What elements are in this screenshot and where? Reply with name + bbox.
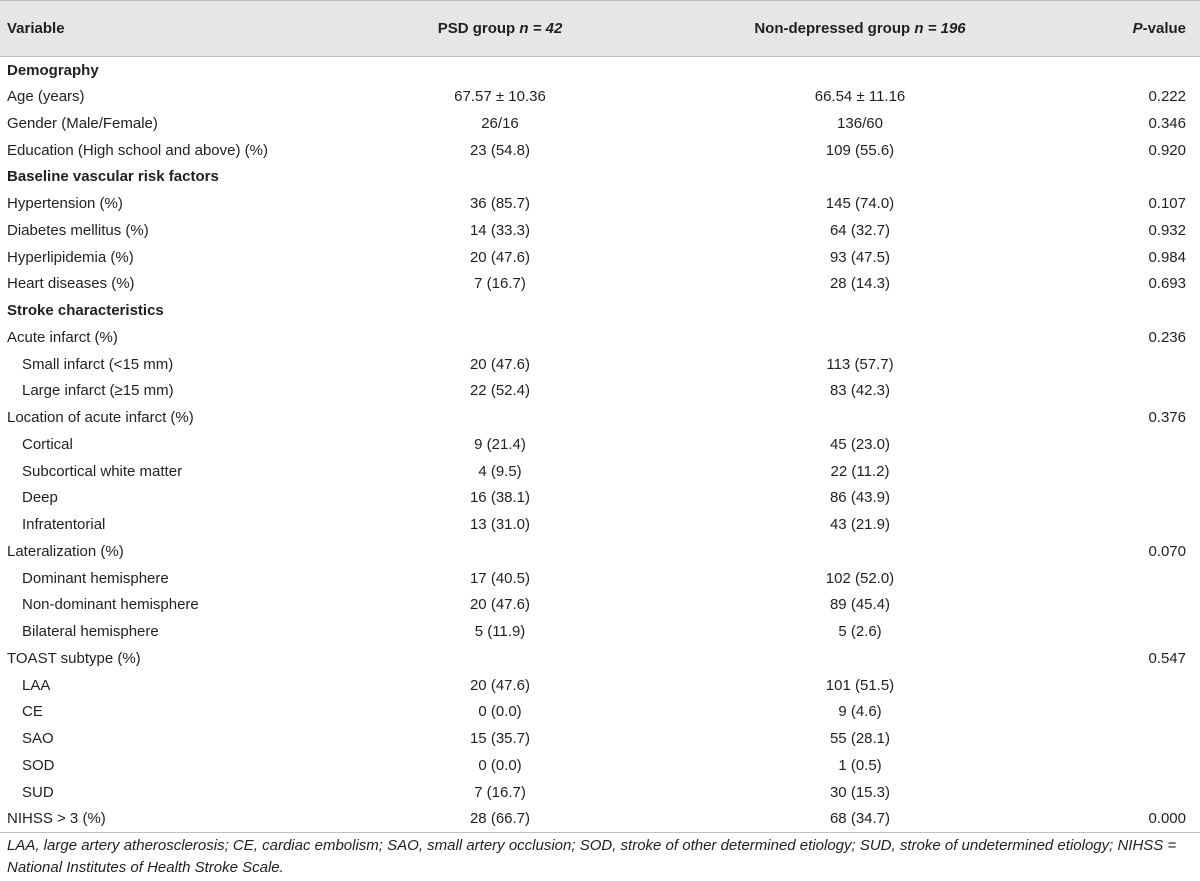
header-psd-label: PSD group xyxy=(437,20,516,37)
non-depressed-value: 93 (47.5) xyxy=(829,248,891,266)
table-header xyxy=(0,1,1200,57)
p-value: 0.920 xyxy=(1148,141,1186,159)
row-label: Hyperlipidemia (%) xyxy=(7,248,134,266)
non-depressed-value: 28 (14.3) xyxy=(829,275,891,293)
p-value xyxy=(1100,592,1200,619)
table-row xyxy=(0,618,1200,645)
non-depressed-value: 113 (57.7) xyxy=(826,355,894,373)
non-depressed-value: 30 (15.3) xyxy=(829,783,891,801)
row-label: Lateralization (%) xyxy=(7,542,124,560)
table-row xyxy=(0,752,1200,779)
section-row xyxy=(0,164,1200,191)
psd-value xyxy=(380,324,620,351)
non-depressed-value: 68 (34.7) xyxy=(620,806,1100,833)
psd-value: 20 (47.6) xyxy=(469,248,531,266)
table-row xyxy=(0,485,1200,512)
table-row xyxy=(0,271,1200,298)
table-row xyxy=(0,404,1200,431)
p-value xyxy=(1100,351,1200,378)
section-heading: Stroke characteristics xyxy=(7,302,164,320)
table-row xyxy=(0,725,1200,752)
p-value xyxy=(1100,779,1200,806)
row-label: Subcortical white matter xyxy=(22,462,183,480)
non-depressed-value xyxy=(620,404,1100,431)
row-label: SAO xyxy=(22,730,54,748)
header-non-depressed-group xyxy=(620,1,1100,57)
p-value: 0.070 xyxy=(1148,542,1186,560)
table-row xyxy=(0,699,1200,726)
psd-value: 13 (31.0) xyxy=(469,516,531,534)
row-label: TOAST subtype (%) xyxy=(7,649,141,667)
p-value: 0.236 xyxy=(1148,328,1186,346)
p-value: 0.693 xyxy=(1148,275,1186,293)
psd-value: 20 (47.6) xyxy=(469,676,531,694)
psd-value: 28 (66.7) xyxy=(380,806,620,833)
p-value xyxy=(1100,431,1200,458)
psd-value xyxy=(380,57,620,84)
p-value xyxy=(1100,378,1200,405)
non-depressed-value xyxy=(620,324,1100,351)
row-label: CE xyxy=(22,703,43,721)
non-depressed-value: 43 (21.9) xyxy=(829,516,891,534)
table-row xyxy=(0,351,1200,378)
non-depressed-value: 145 (74.0) xyxy=(825,195,895,213)
section-heading: Baseline vascular risk factors xyxy=(7,168,219,186)
p-value xyxy=(1100,485,1200,512)
psd-value: 7 (16.7) xyxy=(474,275,526,293)
psd-value: 7 (16.7) xyxy=(474,783,526,801)
p-value: 0.376 xyxy=(1148,409,1186,427)
row-label: Dominant hemisphere xyxy=(22,569,169,587)
row-label: Gender (Male/Female) xyxy=(7,114,158,132)
p-value xyxy=(1100,297,1200,324)
non-depressed-value: 86 (43.9) xyxy=(829,489,891,507)
psd-value xyxy=(380,404,620,431)
non-depressed-value xyxy=(620,538,1100,565)
table-row xyxy=(0,137,1200,164)
psd-value: 67.57 ± 10.36 xyxy=(454,88,546,106)
p-value: 0.932 xyxy=(1148,221,1186,239)
table-row xyxy=(0,378,1200,405)
header-p-italic: P xyxy=(1132,20,1143,37)
psd-value: 22 (52.4) xyxy=(469,382,531,400)
p-value: 0.984 xyxy=(1148,248,1186,266)
section-row xyxy=(0,57,1200,84)
table-row xyxy=(0,779,1200,806)
psd-value: 15 (35.7) xyxy=(469,730,531,748)
row-label: Age (years) xyxy=(7,88,85,106)
p-value: 0.346 xyxy=(1148,114,1186,132)
row-label: Education (High school and above) (%) xyxy=(7,141,268,159)
p-value xyxy=(1100,752,1200,779)
header-psd-group xyxy=(380,1,620,57)
header-non-n: n = 196 xyxy=(914,20,966,37)
non-depressed-value xyxy=(620,57,1100,84)
psd-value: 14 (33.3) xyxy=(469,221,531,239)
table-row xyxy=(0,511,1200,538)
table-row xyxy=(0,83,1200,110)
p-value xyxy=(1100,725,1200,752)
table-row xyxy=(0,324,1200,351)
table-row xyxy=(0,190,1200,217)
non-depressed-value: 55 (28.1) xyxy=(829,730,891,748)
p-value xyxy=(1100,511,1200,538)
psd-value xyxy=(380,164,620,191)
table-row xyxy=(0,458,1200,485)
table-body xyxy=(0,57,1200,833)
table-row xyxy=(0,110,1200,137)
psd-value: 16 (38.1) xyxy=(469,489,531,507)
non-depressed-value: 5 (2.6) xyxy=(838,623,882,641)
header-psd-n: n = 42 xyxy=(519,20,563,37)
non-depressed-value: 22 (11.2) xyxy=(830,462,890,480)
row-label: Acute infarct (%) xyxy=(7,328,118,346)
row-label: SOD xyxy=(22,756,55,774)
p-value xyxy=(1100,164,1200,191)
non-depressed-value: 66.54 ± 11.16 xyxy=(814,88,906,106)
non-depressed-value: 9 (4.6) xyxy=(838,703,882,721)
header-row xyxy=(0,1,1200,57)
psd-value: 26/16 xyxy=(481,114,519,132)
p-value xyxy=(1100,699,1200,726)
row-label: Diabetes mellitus (%) xyxy=(7,221,149,239)
row-label: Infratentorial xyxy=(22,516,106,534)
header-p-rest: -value xyxy=(1142,20,1186,37)
non-depressed-value: 102 (52.0) xyxy=(825,569,895,587)
psd-value: 0 (0.0) xyxy=(478,703,522,721)
table-row xyxy=(0,217,1200,244)
p-value: 0.547 xyxy=(1148,649,1186,667)
psd-value xyxy=(380,645,620,672)
section-heading: Demography xyxy=(7,61,99,79)
p-value xyxy=(1100,565,1200,592)
non-depressed-value: 109 (55.6) xyxy=(825,141,895,159)
non-depressed-value: 83 (42.3) xyxy=(829,382,891,400)
table-row xyxy=(0,672,1200,699)
non-depressed-value: 1 (0.5) xyxy=(838,756,882,774)
table-row xyxy=(0,806,1200,833)
non-depressed-value: 64 (32.7) xyxy=(829,221,891,239)
psd-value: 9 (21.4) xyxy=(474,435,526,453)
p-value: 0.222 xyxy=(1148,88,1186,106)
p-value: 0.000 xyxy=(1100,806,1200,833)
row-label: Hypertension (%) xyxy=(7,195,123,213)
psd-value: 5 (11.9) xyxy=(474,623,526,641)
psd-value: 20 (47.6) xyxy=(469,355,531,373)
row-label: SUD xyxy=(22,783,54,801)
table-row xyxy=(0,431,1200,458)
table-row xyxy=(0,538,1200,565)
non-depressed-value xyxy=(620,164,1100,191)
row-label: Non-dominant hemisphere xyxy=(22,596,199,614)
psd-value: 0 (0.0) xyxy=(478,756,522,774)
table-row xyxy=(0,244,1200,271)
psd-value: 36 (85.7) xyxy=(469,195,531,213)
psd-value: 23 (54.8) xyxy=(469,141,531,159)
psd-value: 4 (9.5) xyxy=(478,462,522,480)
non-depressed-value xyxy=(620,645,1100,672)
row-label: Heart diseases (%) xyxy=(7,275,135,293)
row-label: Deep xyxy=(22,489,58,507)
table-row xyxy=(0,565,1200,592)
non-depressed-value: 45 (23.0) xyxy=(829,435,891,453)
p-value xyxy=(1100,618,1200,645)
row-label: LAA xyxy=(22,676,51,694)
psd-value: 20 (47.6) xyxy=(469,596,531,614)
non-depressed-value xyxy=(620,297,1100,324)
p-value: 0.107 xyxy=(1148,195,1186,213)
header-p-value xyxy=(1100,1,1200,57)
psd-value: 17 (40.5) xyxy=(469,569,531,587)
non-depressed-value: 101 (51.5) xyxy=(825,676,895,694)
table-row xyxy=(0,592,1200,619)
table-footnote: LAA, large artery atherosclerosis; CE, cardiac embolism; SAO, small artery occlusion; SOD, stroke of other determined etiology; SUD, stroke of undetermined etiology; NIHSS = National Institutes of Health Stroke Scale. xyxy=(7,837,1177,876)
row-label: NIHSS > 3 (%) xyxy=(0,806,380,833)
psd-value xyxy=(380,538,620,565)
p-value xyxy=(1100,672,1200,699)
section-row xyxy=(0,297,1200,324)
header-non-label: Non-depressed group xyxy=(754,20,911,37)
table-row xyxy=(0,645,1200,672)
row-label: Cortical xyxy=(22,435,73,453)
row-label: Bilateral hemisphere xyxy=(22,623,159,641)
header-variable: Variable xyxy=(0,1,380,57)
row-label: Large infarct (≥15 mm) xyxy=(22,382,174,400)
p-value xyxy=(1100,458,1200,485)
psd-value xyxy=(380,297,620,324)
non-depressed-value: 89 (45.4) xyxy=(829,596,891,614)
p-value xyxy=(1100,57,1200,84)
non-depressed-value: 136/60 xyxy=(837,114,883,132)
row-label: Location of acute infarct (%) xyxy=(7,409,194,427)
row-label: Small infarct (<15 mm) xyxy=(22,355,174,373)
